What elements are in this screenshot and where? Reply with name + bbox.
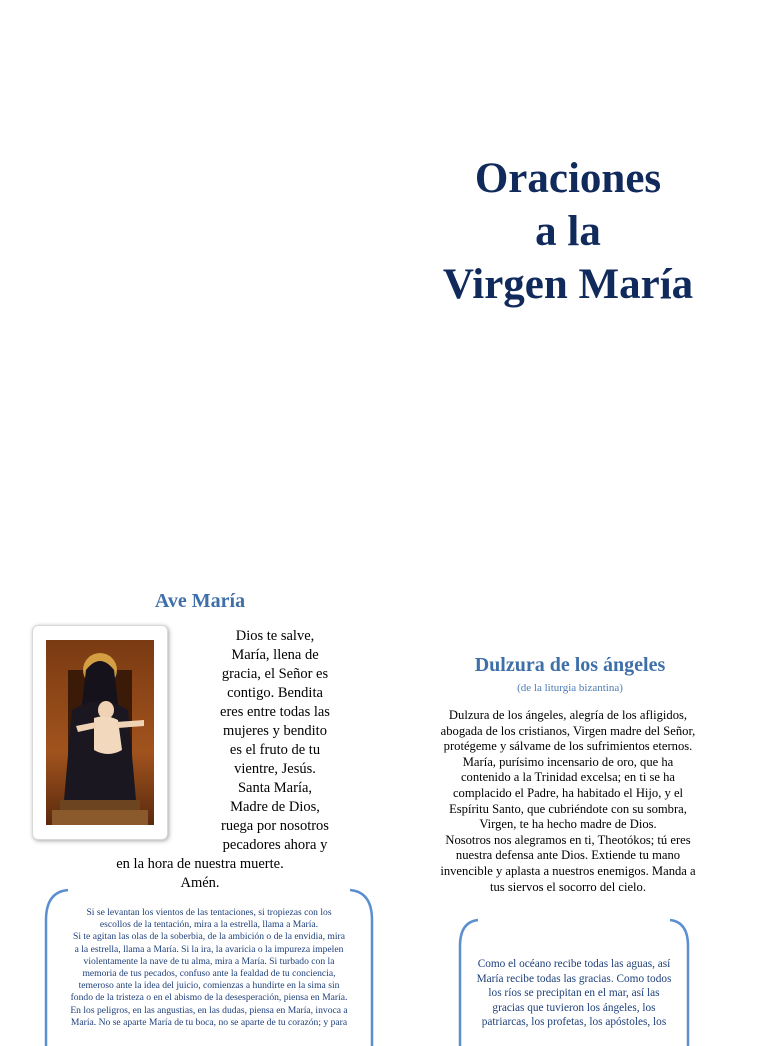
quote-line: violentamente la nave de tu alma, mira a María. Si turbado con la bbox=[83, 955, 335, 967]
child-head bbox=[98, 701, 114, 719]
quote-line: En los peligros, en las angustias, en las dudas, piensa en María, invoca a bbox=[70, 1004, 348, 1016]
prayer-line: ruega por nosotros bbox=[221, 818, 329, 834]
ave-maria-prayer bbox=[200, 627, 350, 855]
prayer-line: vientre, Jesús. bbox=[234, 761, 316, 777]
prayer-line: complacido el Padre, ha habitado el Hijo, y el bbox=[452, 785, 684, 800]
prayer-line: tus siervos el socorro del cielo. bbox=[490, 879, 646, 894]
prayer-line: abogada de los cristianos, Virgen madre del Señor, bbox=[440, 723, 696, 738]
prayer-line: Espíritu Santo, que cubriéndote con su sombra, bbox=[449, 801, 687, 816]
prayer-line: nuestra defensa ante Dios. Extiende tu mano bbox=[455, 848, 681, 863]
quote-line: memoria de tus pecados, confuso ante la fealdad de tu conciencia, bbox=[82, 968, 336, 980]
quote-line: gracias que tuvieron los ángeles, los bbox=[492, 1001, 656, 1014]
prayer-line: gracia, el Señor es bbox=[221, 666, 329, 682]
madonna-painting-icon bbox=[46, 640, 154, 825]
prayer-line: contigo. Bendita bbox=[227, 685, 323, 701]
oceano-quote-box bbox=[456, 916, 692, 1046]
prayer-line: Madre de Dios, bbox=[230, 799, 320, 815]
quote-line: escollos de la tentación, mira a la estrella, llama a María. bbox=[99, 919, 319, 931]
prayer-line: Santa María, bbox=[237, 780, 313, 796]
prayer-line: Nosotros nos alegramos en ti, Theotókos; tú eres bbox=[445, 832, 691, 847]
quote-line: Como el océano recibe todas las aguas, así bbox=[477, 958, 671, 970]
prayer-line: Dulzura de los ángeles, alegría de los afligidos, bbox=[448, 708, 688, 722]
prayer-line: María, llena de bbox=[231, 647, 319, 663]
prayer-line: en la hora de nuestra muerte. bbox=[116, 856, 284, 872]
prayer-line: Dios te salve, bbox=[235, 628, 315, 644]
cover-title-line: Virgen María bbox=[442, 261, 694, 308]
prayer-line: protégeme y sálvame de los sufrimientos eternos. bbox=[443, 739, 693, 754]
quote-line: Si se levantan los vientos de las tentaciones, si tropiezas con los bbox=[86, 907, 332, 918]
estrella-quote-box bbox=[42, 886, 376, 1046]
prayer-line: invencible y aplasta a nuestros enemigos. Manda a bbox=[440, 863, 696, 878]
quote-line: fondo de la tristeza o en el abismo de la desesperación, piensa en María. bbox=[70, 992, 348, 1004]
dulzura-heading: Dulzura de los ángeles bbox=[474, 654, 666, 676]
prayer-line: mujeres y bendito bbox=[223, 723, 327, 739]
dulzura-subheading: (de la liturgia bizantina) bbox=[517, 682, 623, 694]
throne-base bbox=[52, 810, 148, 825]
madonna-image-card bbox=[32, 625, 168, 840]
quote-line: María recibe todas las gracias. Como todos bbox=[476, 972, 672, 985]
cover-title-line: Oraciones bbox=[474, 155, 662, 202]
quote-line: Si te agitan las olas de la soberbia, de la ambición o de la envidia, mira bbox=[72, 931, 345, 943]
prayer-line: Virgen, te ha hecho madre de Dios. bbox=[479, 817, 657, 832]
prayer-line: pecadores ahora y bbox=[222, 837, 328, 853]
oceano-quote-text bbox=[468, 957, 680, 1030]
prayer-line: contenido a la Trinidad excelsa; en ti se ha bbox=[460, 770, 676, 785]
prayer-line: Amén. bbox=[180, 875, 220, 891]
estrella-quote-text bbox=[60, 907, 358, 1029]
prayer-line: María, purísimo incensario de oro, que ha bbox=[462, 754, 674, 769]
prayer-line: eres entre todas las bbox=[220, 704, 330, 720]
cover-title bbox=[400, 152, 736, 311]
quote-line: los ríos se precipitan en el mar, así las bbox=[488, 987, 660, 999]
quote-line: a la estrella, llama a María. Si la ira, la avaricia o la impureza impelen bbox=[74, 943, 344, 955]
quote-line: temeroso ante la idea del juicio, comienzas a hundirte en la sima sin bbox=[78, 980, 340, 992]
throne-step bbox=[60, 800, 140, 810]
ave-maria-heading: Ave María bbox=[154, 590, 246, 612]
quote-line: María. No se aparte María de tu boca, no se aparte de tu corazón; y para bbox=[70, 1016, 348, 1028]
quote-line: patriarcas, los profetas, los apóstoles, los bbox=[481, 1016, 667, 1028]
prayer-line: es el fruto de tu bbox=[229, 742, 321, 758]
dulzura-prayer bbox=[418, 708, 718, 895]
cover-title-line: a la bbox=[535, 208, 601, 255]
